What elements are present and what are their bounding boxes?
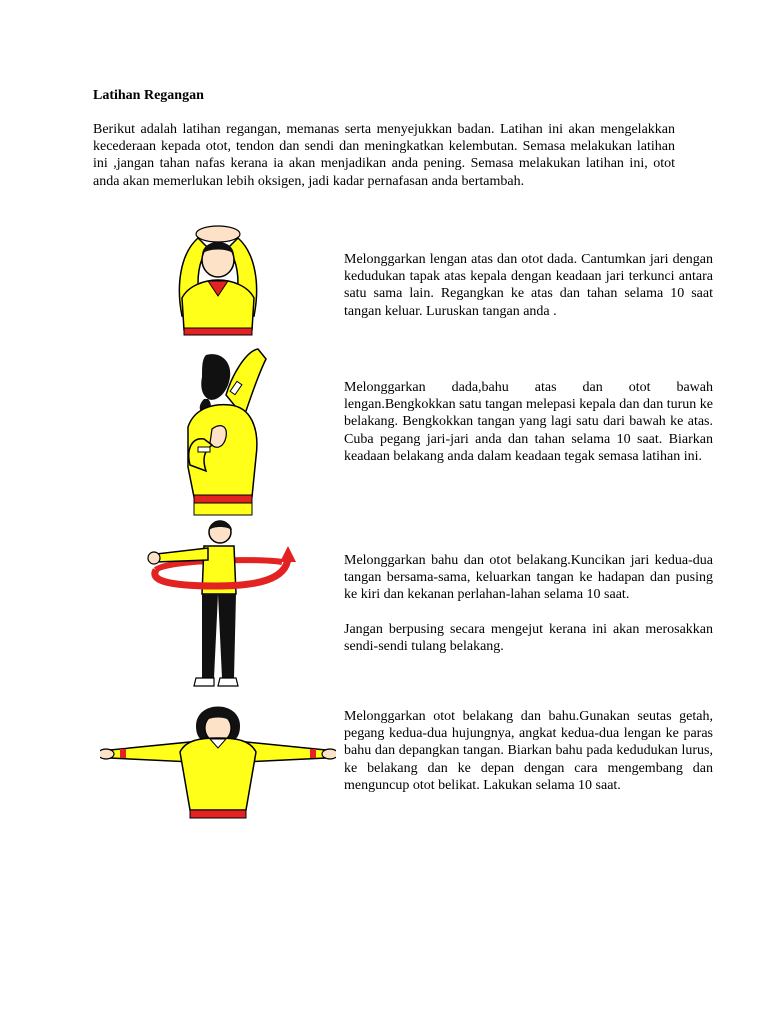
intro-paragraph: Berikut adalah latihan regangan, memanas serta menyejukkan badan. Latihan ini akan mengelakkan kecederaan kepada otot, tendon dan sendi dan meningkatkan kelembutan. Semasa melakukan latihan ini ,jangan tahan nafas kerana ia akan menjadikan anda pening. Semasa melakukan latihan ini, otot anda akan memerlukan lebih oksigen, jadi kadar pernafasan anda bertambah. [93,122,675,189]
exercise-4-illustration [100,700,336,824]
exercise-3-paragraph-1: Melonggarkan bahu dan otot belakang.Kuncikan jari kedua-dua tangan bersama-sama, keluarkan tangan ke hadapan dan pusing ke kiri dan kekanan perlahan-lahan selama 10 saat. [344,553,713,603]
exercise-3-paragraph-2: Jangan berpusing secara mengejut kerana ini akan merosakkan sendi-sendi tulang belakang. [344,621,713,654]
exercise-1-illustration [168,224,268,336]
exercise-4-description [344,708,713,794]
exercise-1-paragraph-1: Melonggarkan lengan atas dan otot dada. Cantumkan jari dengan kedudukan tapak atas kepala dengan keadaan jari terkunci antara satu sama lain. Regangkan ke atas dan tahan selama 10 saat tangan keluar. Luruskan tangan anda . [344,252,713,319]
exercise-2-paragraph-1: Melonggarkan dada,bahu atas dan otot bawah lengan.Bengkokkan satu tangan melepasi kepala dan dan turun ke belakang. Bengkokkan tangan yang lagi satu dari bawah ke atas. Cuba pegang jari-jari anda dan tahan selama 10 saat. Biarkan keadaan belakang anda dalam keadaan tegak semasa latihan ini. [344,380,713,464]
exercise-4-paragraph-1: Melonggarkan otot belakang dan bahu.Gunakan seutas getah, pegang kedua-dua hujungnya, angkat kedua-dua lengan ke paras bahu dan depangkan tangan. Biarkan bahu pada kedudukan lurus, ke belakang dan ke depan dengan cara mengembang dan menguncup otot belikat. Lakukan selama 10 saat. [344,709,713,793]
document-title: Latihan Regangan [93,88,204,103]
exercise-1-description [344,251,713,320]
exercise-3-illustration [146,518,296,690]
exercise-3-description [344,552,713,655]
exercise-2-description [344,379,713,465]
exercise-2-illustration [168,347,268,517]
